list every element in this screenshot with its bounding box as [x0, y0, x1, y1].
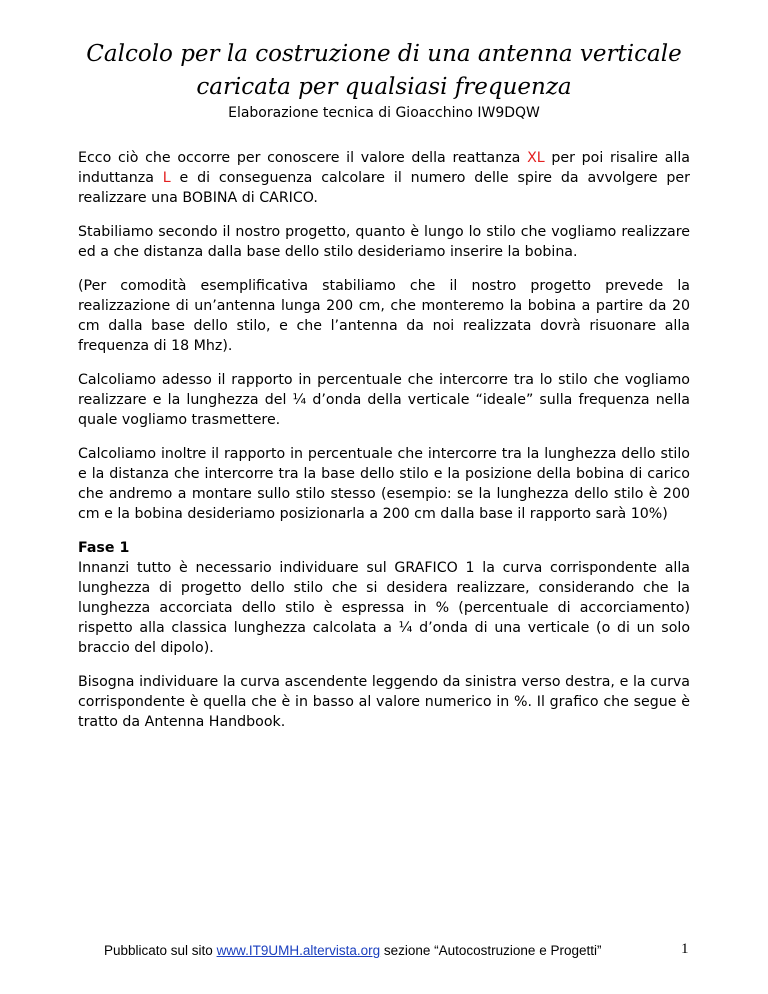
- title-line-1: Calcolo per la costruzione di una antenna verticale: [86, 41, 682, 67]
- document-title: [60, 38, 708, 104]
- paragraph-4: Calcoliamo adesso il rapporto in percentuale che intercorre tra lo stilo che vogliamo realizzare e la lunghezza del ¼ d’onda della verticale “ideale” sulla frequenza nella quale vogliamo trasmettere.: [78, 372, 690, 428]
- paragraph-6-text: Innanzi tutto è necessario individuare sul GRAFICO 1 la curva corrispondente alla lunghezza di progetto dello stilo che si desidera realizzare, considerando che la lunghezza accorciata dello stilo è espressa in % (percentuale di accorciamento) rispetto alla classica lunghezza calcolata a ¼ d’onda di una verticale (o di un solo braccio del dipolo).: [78, 560, 690, 656]
- page-footer: [104, 943, 601, 958]
- footer-site-link[interactable]: www.IT9UMH.altervista.org: [216, 943, 381, 958]
- document-body: [78, 148, 690, 746]
- reactance-xl-term: XL: [527, 150, 545, 166]
- paragraph-7: Bisogna individuare la curva ascendente leggendo da sinistra verso destra, e la curva corrispondente è quella che è in basso al valore numerico in %. Il grafico che segue è tratto da Antenna Handbook.: [78, 674, 690, 730]
- paragraph-1-text-c: e di conseguenza calcolare il numero delle spire da avvolgere per realizzare una BOBINA di CARICO.: [78, 170, 690, 206]
- inductance-l-term: L: [162, 170, 171, 186]
- paragraph-2: Stabiliamo secondo il nostro progetto, quanto è lungo lo stilo che vogliamo realizzare ed a che distanza dalla base dello stilo desideriamo inserire la bobina.: [78, 224, 690, 260]
- paragraph-5: Calcoliamo inoltre il rapporto in percentuale che intercorre tra la lunghezza dello stilo e la distanza che intercorre tra la base dello stilo e la posizione della bobina di carico che andremo a montare sullo stilo stesso (esempio: se la lunghezza dello stilo è 200 cm e la bobina desideriamo posizionarla a 200 cm dalla base il rapporto sarà 10%): [78, 446, 690, 522]
- document-subtitle: Elaborazione tecnica di Gioacchino IW9DQW: [228, 105, 540, 121]
- page-number: 1: [681, 941, 689, 957]
- phase-heading: Fase 1: [78, 540, 130, 556]
- paragraph-1-text-a: Ecco ciò che occorre per conoscere il valore della reattanza: [78, 150, 528, 166]
- title-line-2: caricata per qualsiasi frequenza: [196, 74, 572, 100]
- footer-prefix: Pubblicato sul sito: [104, 943, 217, 958]
- paragraph-3: (Per comodità esemplificativa stabiliamo che il nostro progetto prevede la realizzazione di un’antenna lunga 200 cm, che monteremo la bobina a partire da 20 cm dalla base dello stilo, e che l’antenna da noi realizzata dovrà risuonare alla frequenza di 18 Mhz).: [78, 278, 690, 354]
- footer-suffix: sezione “Autocostruzione e Progetti”: [380, 943, 602, 958]
- paragraph-1: [78, 148, 690, 208]
- paragraph-6: [78, 538, 690, 658]
- paragraph-1-text-b: per poi risalire alla induttanza: [78, 150, 690, 186]
